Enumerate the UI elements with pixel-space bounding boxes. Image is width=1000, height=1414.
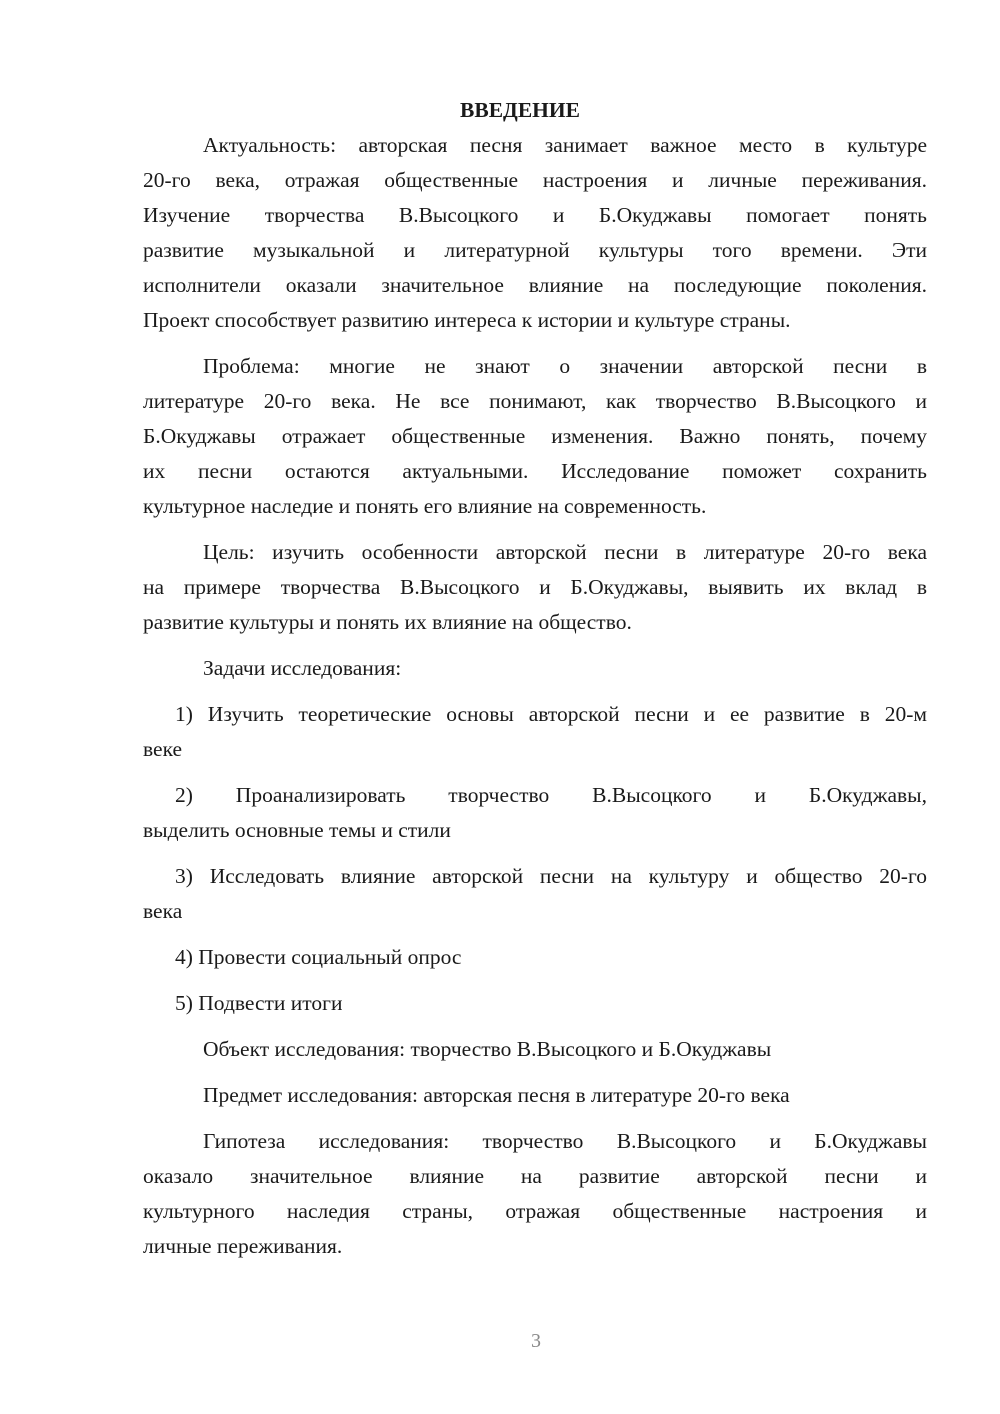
text-line: Гипотеза исследования: творчество В.Высоцкого и Б.Окуджавы bbox=[203, 1129, 927, 1153]
paragraph bbox=[143, 349, 927, 524]
paragraph bbox=[143, 1078, 927, 1113]
text-line: культурное наследие и понять его влияние на современность. bbox=[143, 494, 707, 518]
paragraph bbox=[143, 651, 927, 686]
task-list-item bbox=[143, 986, 927, 1021]
page-number: 3 bbox=[531, 1330, 541, 1352]
text-line: Объект исследования: творчество В.Высоцкого и Б.Окуджавы bbox=[203, 1037, 772, 1061]
text-line: Актуальность: авторская песня занимает важное место в культуре bbox=[203, 133, 927, 157]
text-line: Цель: изучить особенности авторской песни в литературе 20-го века bbox=[203, 540, 927, 564]
text-line: 5) Подвести итоги bbox=[175, 991, 343, 1015]
text-line: 2) Проанализировать творчество В.Высоцкого и Б.Окуджавы, bbox=[175, 783, 927, 807]
text-line: на примере творчества В.Высоцкого и Б.Окуджавы, выявить их вклад в bbox=[143, 575, 927, 599]
text-line: Изучение творчества В.Высоцкого и Б.Окуджавы помогает понять bbox=[143, 203, 927, 227]
text-line: их песни остаются актуальными. Исследование поможет сохранить bbox=[143, 459, 927, 483]
task-list-item bbox=[143, 697, 927, 767]
text-line: оказало значительное влияние на развитие авторской песни и bbox=[143, 1164, 927, 1188]
task-list-item bbox=[143, 778, 927, 848]
text-line: 3) Исследовать влияние авторской песни на культуру и общество 20-го bbox=[175, 864, 927, 888]
paragraph bbox=[143, 535, 927, 640]
text-line: культурного наследия страны, отражая общественные настроения и bbox=[143, 1199, 927, 1223]
text-line: Задачи исследования: bbox=[203, 656, 402, 680]
text-line: Проект способствует развитию интереса к истории и культуре страны. bbox=[143, 308, 791, 332]
paragraph bbox=[143, 1124, 927, 1264]
text-line: литературе 20-го века. Не все понимают, как творчество В.Высоцкого и bbox=[143, 389, 927, 413]
document-body bbox=[143, 128, 927, 1264]
section-title: ВВЕДЕНИЕ bbox=[460, 98, 580, 122]
paragraph bbox=[143, 128, 927, 338]
text-line: 4) Провести социальный опрос bbox=[175, 945, 462, 969]
task-list-item bbox=[143, 940, 927, 975]
text-line: выделить основные темы и стили bbox=[143, 818, 451, 842]
text-line: Предмет исследования: авторская песня в литературе 20-го века bbox=[203, 1083, 790, 1107]
task-list-item bbox=[143, 859, 927, 929]
text-line: исполнители оказали значительное влияние на последующие поколения. bbox=[143, 273, 927, 297]
text-line: развитие музыкальной и литературной культуры того времени. Эти bbox=[143, 238, 927, 262]
text-line: личные переживания. bbox=[143, 1234, 343, 1258]
text-line: Проблема: многие не знают о значении авторской песни в bbox=[203, 354, 927, 378]
text-line: 20-го века, отражая общественные настроения и личные переживания. bbox=[143, 168, 927, 192]
text-line: развитие культуры и понять их влияние на общество. bbox=[143, 610, 632, 634]
paragraph bbox=[143, 1032, 927, 1067]
document-page bbox=[143, 93, 927, 1264]
text-line: веке bbox=[143, 737, 183, 761]
text-line: века bbox=[143, 899, 183, 923]
text-line: 1) Изучить теоретические основы авторской песни и ее развитие в 20-м bbox=[175, 702, 927, 726]
text-line: Б.Окуджавы отражает общественные изменения. Важно понять, почему bbox=[143, 424, 927, 448]
